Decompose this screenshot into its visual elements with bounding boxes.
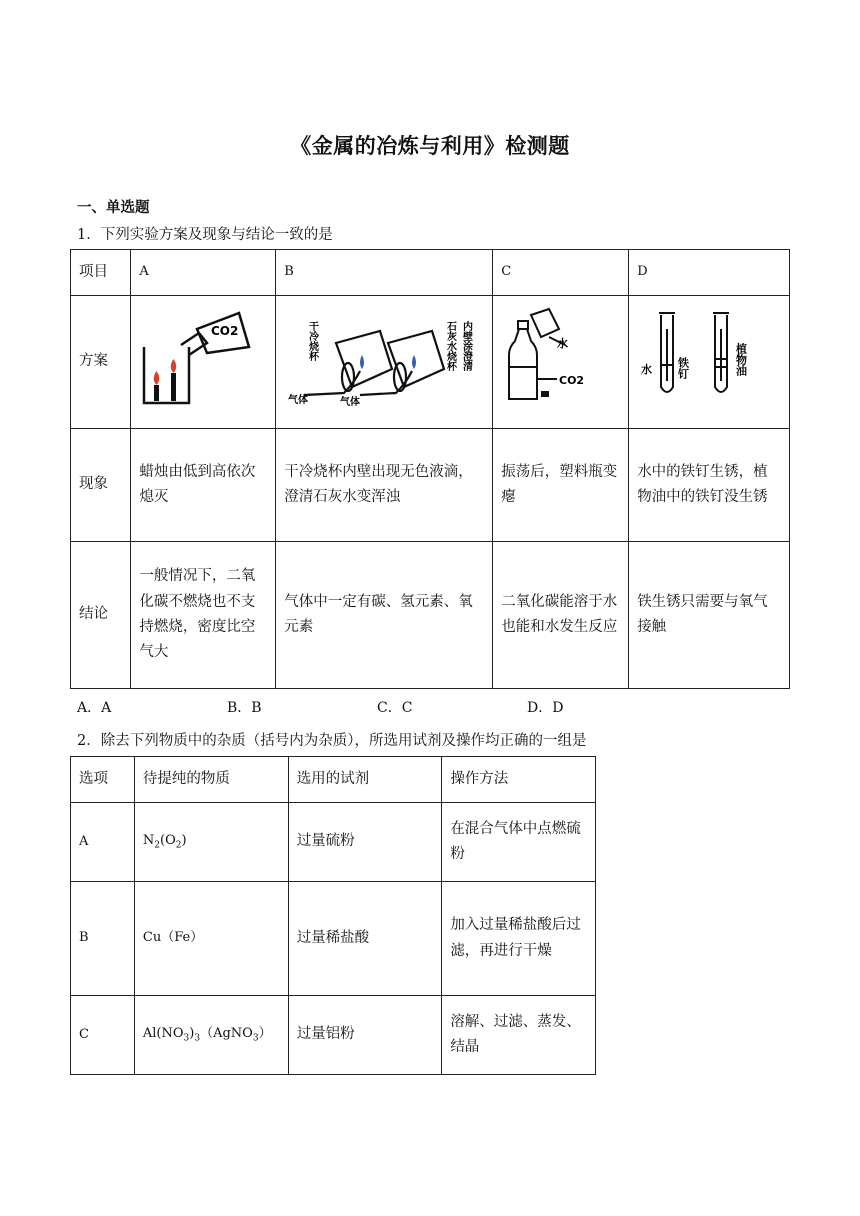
iron-nail-label: 铁钉 — [676, 357, 690, 380]
table-row — [71, 542, 790, 689]
gas-label-2: 气体 — [340, 397, 361, 408]
table-row — [71, 250, 790, 296]
table-row — [71, 296, 790, 429]
header-cell: B — [276, 250, 493, 296]
header-cell: A — [131, 250, 276, 296]
table-cell: 水中的铁钉生锈，植物油中的铁钉没生锈 — [629, 429, 790, 542]
substance-cell: Cu（Fe） — [134, 882, 288, 996]
candle-flame-icon — [154, 359, 177, 401]
table-row — [71, 429, 790, 542]
scheme-a-cell — [131, 296, 276, 429]
reagent-cell: 过量硫粉 — [288, 803, 442, 882]
option-cell: C — [71, 996, 135, 1075]
table-row — [71, 757, 596, 803]
header-cell: 操作方法 — [442, 757, 596, 803]
scheme-b-cell — [276, 296, 493, 429]
header-cell: 选用的试剂 — [288, 757, 442, 803]
row-label: 结论 — [71, 542, 131, 689]
option-b[interactable]: B．B — [227, 700, 262, 716]
method-cell: 溶解、过滤、蒸发、结晶 — [442, 996, 596, 1075]
gas-label-1: 气体 — [288, 395, 309, 407]
table-cell: 干冷烧杯内壁出现无色液滴，澄清石灰水变浑浊 — [276, 429, 493, 542]
table-cell: 气体中一定有碳、氢元素、氧元素 — [276, 542, 493, 689]
page-title: 《金属的冶炼与利用》检测题 — [290, 134, 570, 158]
question-1-stem: 1．下列实验方案及现象与结论一致的是 — [77, 227, 333, 243]
table-row — [71, 803, 596, 882]
header-cell: C — [493, 250, 629, 296]
substance-cell: $N_2(O_2)$ — [134, 803, 288, 882]
limewater-coating-label: 内壁涂澄清 — [460, 321, 472, 372]
bottle-water-figure — [501, 307, 619, 407]
option-c[interactable]: C．C — [377, 700, 413, 716]
vegetable-oil-label: 植物油 — [734, 343, 748, 377]
row-label: 方案 — [71, 296, 131, 429]
section-heading: 一、单选题 — [77, 200, 150, 216]
scheme-d-cell — [629, 296, 790, 429]
table-cell: 振荡后，塑料瓶变瘪 — [493, 429, 629, 542]
header-cell: 项目 — [71, 250, 131, 296]
gas-combustion-figure — [284, 307, 484, 407]
candle-beaker-figure — [139, 307, 265, 407]
water-label: 水 — [557, 337, 569, 351]
table-cell: 蜡烛由低到高依次熄灭 — [131, 429, 276, 542]
method-cell: 加入过量稀盐酸后过滤，再进行干燥 — [442, 882, 596, 996]
row-label: 现象 — [71, 429, 131, 542]
method-cell: 在混合气体中点燃硫粉 — [442, 803, 596, 882]
header-cell: 选项 — [71, 757, 135, 803]
substance-cell: $Al(NO_3)_3(AgNO_3)$ — [134, 996, 288, 1075]
question-2-table — [70, 756, 596, 1075]
reagent-cell: 过量铝粉 — [288, 996, 442, 1075]
water-label: 水 — [641, 363, 653, 377]
iron-nail-test-figure — [637, 307, 777, 407]
table-cell: 一般情况下，二氧化碳不燃烧也不支持燃烧，密度比空气大 — [131, 542, 276, 689]
question-2-stem: 2．除去下列物质中的杂质（括号内为杂质），所选用试剂及操作均正确的一组是 — [77, 733, 587, 749]
co2-label: CO2 — [559, 374, 585, 388]
co2-label: CO2 — [211, 324, 239, 339]
scheme-c-cell — [493, 296, 629, 429]
table-cell: 二氧化碳能溶于水也能和水发生反应 — [493, 542, 629, 689]
header-cell: D — [629, 250, 790, 296]
header-cell: 待提纯的物质 — [134, 757, 288, 803]
table-row — [71, 882, 596, 996]
question-1-table — [70, 249, 790, 689]
option-a[interactable]: A．A — [77, 700, 112, 716]
option-d[interactable]: D．D — [527, 700, 564, 716]
table-row — [71, 996, 596, 1075]
table-cell: 铁生锈只需要与氧气接触 — [629, 542, 790, 689]
option-cell: B — [71, 882, 135, 996]
option-cell: A — [71, 803, 135, 882]
cold-beaker-label: 干冷烧杯 — [306, 321, 318, 362]
limewater-beaker-label: 石灰水烧杯 — [444, 321, 456, 372]
reagent-cell: 过量稀盐酸 — [288, 882, 442, 996]
